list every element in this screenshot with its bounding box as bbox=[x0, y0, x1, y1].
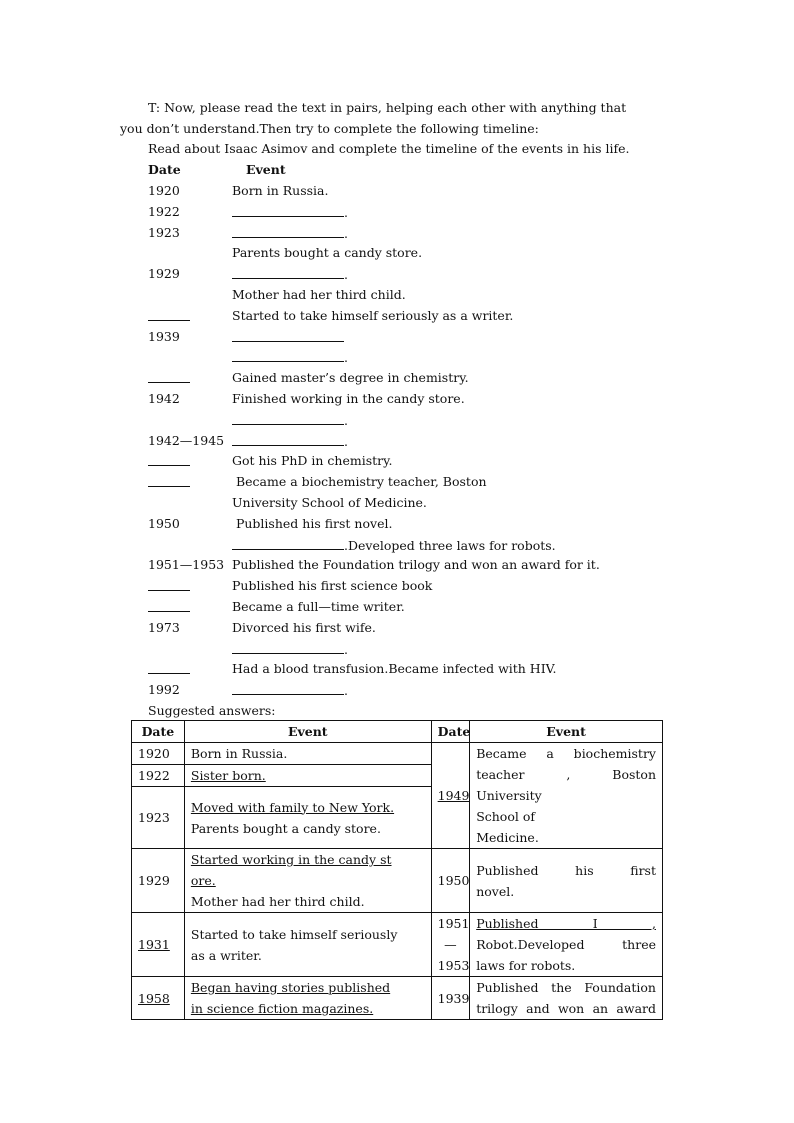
date-text: 1920 bbox=[138, 746, 170, 761]
cell-event bbox=[184, 977, 431, 1020]
date-blank bbox=[148, 453, 190, 466]
intro-line-2: you don’t understand.Then try to complete the following timeline: bbox=[120, 121, 539, 136]
event-blank bbox=[232, 641, 344, 654]
timeline-row bbox=[0, 204, 794, 222]
event-text: Became a biochemistry bbox=[476, 746, 656, 761]
timeline-date: 1950 bbox=[148, 516, 180, 531]
date-text: 1951 bbox=[437, 916, 470, 931]
event-text: Began having stories published bbox=[190, 980, 391, 995]
event-text: Robot.Developed three bbox=[476, 937, 656, 952]
timeline-event bbox=[232, 537, 556, 554]
header-event-left: Event bbox=[184, 721, 431, 743]
cell-date bbox=[431, 977, 470, 1020]
table-row bbox=[132, 913, 663, 977]
timeline-row bbox=[0, 183, 794, 201]
timeline-row bbox=[0, 620, 794, 638]
timeline-row bbox=[0, 266, 794, 284]
timeline-row bbox=[0, 370, 794, 388]
cell-event bbox=[184, 849, 431, 913]
event-text: Sister born. bbox=[190, 768, 266, 783]
timeline-row bbox=[0, 641, 794, 659]
date-blank bbox=[148, 661, 190, 674]
timeline-row bbox=[0, 495, 794, 513]
timeline-row bbox=[0, 537, 794, 555]
timeline-event bbox=[232, 329, 344, 346]
event-text: in science fiction magazines. bbox=[190, 1001, 374, 1016]
timeline-row bbox=[0, 557, 794, 575]
event-text: Parents bought a candy store. bbox=[190, 820, 381, 836]
event-suffix: . bbox=[344, 350, 348, 365]
timeline-row bbox=[0, 599, 794, 617]
date-blank bbox=[148, 578, 190, 591]
event-blank bbox=[232, 204, 344, 217]
event-suffix: . bbox=[344, 683, 348, 698]
timeline-event: Published his first science book bbox=[232, 578, 433, 593]
event-text: Medicine. bbox=[476, 830, 539, 845]
date-text: 1953 bbox=[437, 958, 470, 973]
timeline-date bbox=[148, 599, 190, 616]
timeline-row bbox=[0, 391, 794, 409]
timeline-row bbox=[0, 578, 794, 596]
timeline-row bbox=[0, 287, 794, 305]
cell-date bbox=[132, 787, 185, 849]
timeline-date bbox=[148, 453, 190, 470]
cell-event bbox=[470, 849, 663, 913]
table-row bbox=[132, 743, 663, 765]
intro-line-1: T: Now, please read the text in pairs, helping each other with anything that bbox=[148, 100, 627, 115]
cell-event bbox=[184, 787, 431, 849]
timeline-event-header: Event bbox=[246, 162, 286, 177]
cell-date bbox=[132, 977, 185, 1020]
timeline-date bbox=[148, 370, 190, 387]
event-text: trilogy and won an award bbox=[476, 1001, 656, 1016]
timeline-event: Started to take himself seriously as a writer. bbox=[232, 308, 514, 323]
event-blank bbox=[232, 537, 344, 550]
answers-table bbox=[131, 720, 663, 1020]
timeline-event bbox=[232, 225, 348, 242]
timeline-date-header: Date bbox=[148, 162, 181, 177]
timeline-date: 1973 bbox=[148, 620, 180, 635]
timeline-date bbox=[148, 474, 190, 491]
event-blank bbox=[232, 225, 344, 238]
cell-event bbox=[184, 765, 431, 787]
date-text: 1949 bbox=[437, 788, 470, 803]
timeline-event: Divorced his first wife. bbox=[232, 620, 376, 635]
event-text: University bbox=[476, 788, 542, 803]
event-text: teacher , Boston bbox=[476, 767, 656, 782]
date-text: 1950 bbox=[437, 873, 470, 888]
date-text: 1931 bbox=[138, 937, 170, 952]
cell-event bbox=[470, 913, 663, 977]
timeline-event bbox=[232, 266, 348, 283]
table-row bbox=[132, 977, 663, 1020]
cell-date bbox=[132, 765, 185, 787]
event-text: Started to take himself seriously bbox=[190, 926, 398, 942]
cell-date bbox=[132, 743, 185, 765]
timeline-row bbox=[0, 245, 794, 263]
timeline-event: Parents bought a candy store. bbox=[232, 245, 423, 260]
cell-event bbox=[470, 977, 663, 1020]
timeline-row bbox=[0, 661, 794, 679]
event-text: Published his first bbox=[476, 862, 656, 878]
date-text: 1923 bbox=[138, 810, 170, 825]
date-text: 1958 bbox=[138, 990, 170, 1006]
event-text: ore. bbox=[190, 873, 216, 888]
timeline-date: 1951—1953 bbox=[148, 557, 225, 572]
timeline-date: 1992 bbox=[148, 682, 180, 697]
timeline-event: Published the Foundation trilogy and won an award for it. bbox=[232, 557, 600, 572]
answers-table-header bbox=[132, 721, 663, 743]
event-blank bbox=[232, 329, 344, 342]
timeline-date bbox=[148, 661, 190, 678]
event-text: Born in Russia. bbox=[190, 746, 288, 761]
timeline-date: 1923 bbox=[148, 225, 180, 240]
timeline-event bbox=[232, 349, 348, 366]
timeline-event bbox=[232, 641, 348, 658]
timeline-date bbox=[148, 578, 190, 595]
timeline-row bbox=[0, 474, 794, 492]
cell-event bbox=[184, 743, 431, 765]
date-text: 1939 bbox=[437, 990, 470, 1006]
timeline-event bbox=[232, 204, 348, 221]
timeline-row bbox=[0, 682, 794, 700]
suggested-answers-label: Suggested answers: bbox=[148, 703, 276, 718]
cell-date bbox=[431, 743, 470, 849]
date-text: 1922 bbox=[138, 768, 170, 783]
timeline-row bbox=[0, 516, 794, 534]
timeline-row bbox=[0, 308, 794, 326]
event-suffix: . bbox=[344, 642, 348, 657]
event-suffix: . bbox=[344, 226, 348, 241]
event-suffix: . bbox=[344, 434, 348, 449]
event-text: School of bbox=[476, 809, 535, 824]
event-text: Published I , bbox=[476, 916, 656, 931]
event-blank bbox=[232, 682, 344, 695]
timeline-date bbox=[148, 308, 190, 325]
timeline-event: University School of Medicine. bbox=[232, 495, 427, 510]
cell-event bbox=[184, 913, 431, 977]
event-blank bbox=[232, 266, 344, 279]
timeline-event: Gained master’s degree in chemistry. bbox=[232, 370, 469, 385]
timeline-event: Born in Russia. bbox=[232, 183, 329, 198]
timeline-event: Had a blood transfusion.Became infected with HIV. bbox=[232, 661, 557, 676]
timeline-date: 1939 bbox=[148, 329, 180, 344]
cell-date bbox=[431, 849, 470, 913]
timeline-event: Published his first novel. bbox=[232, 516, 393, 531]
event-text: laws for robots. bbox=[476, 958, 576, 973]
event-text: Mother had her third child. bbox=[190, 894, 365, 909]
timeline-event: Became a biochemistry teacher, Boston bbox=[232, 474, 487, 489]
event-blank bbox=[232, 433, 344, 446]
timeline-event: Mother had her third child. bbox=[232, 287, 406, 302]
event-text: Started working in the candy st bbox=[190, 852, 392, 867]
event-text: novel. bbox=[476, 883, 515, 899]
date-blank bbox=[148, 474, 190, 487]
timeline-event: Got his PhD in chemistry. bbox=[232, 453, 393, 468]
event-blank bbox=[232, 412, 344, 425]
date-text: — bbox=[444, 937, 457, 952]
timeline-header bbox=[0, 162, 794, 180]
timeline-row bbox=[0, 453, 794, 471]
timeline-row bbox=[0, 329, 794, 347]
event-suffix: . bbox=[344, 205, 348, 220]
date-blank bbox=[148, 308, 190, 321]
timeline-row bbox=[0, 412, 794, 430]
timeline-row bbox=[0, 349, 794, 367]
timeline-row bbox=[0, 225, 794, 243]
event-text: Published the Foundation bbox=[476, 980, 656, 995]
timeline-event bbox=[232, 433, 348, 450]
timeline-event bbox=[232, 412, 348, 429]
cell-date bbox=[431, 913, 470, 977]
header-date-left: Date bbox=[132, 721, 185, 743]
header-event-right: Event bbox=[470, 721, 663, 743]
timeline-event: Became a full—time writer. bbox=[232, 599, 405, 614]
timeline-date: 1942 bbox=[148, 391, 180, 406]
event-suffix: . bbox=[344, 267, 348, 282]
intro-line-3: Read about Isaac Asimov and complete the timeline of the events in his life. bbox=[148, 141, 630, 156]
event-text: Moved with family to New York. bbox=[190, 799, 395, 815]
timeline-event: Finished working in the candy store. bbox=[232, 391, 465, 406]
event-suffix: .Developed three laws for robots. bbox=[344, 538, 556, 553]
date-blank bbox=[148, 370, 190, 383]
timeline-date: 1942—1945 bbox=[148, 433, 225, 448]
cell-event bbox=[470, 743, 663, 849]
table-row bbox=[132, 849, 663, 913]
date-blank bbox=[148, 599, 190, 612]
event-text: as a writer. bbox=[190, 947, 262, 963]
timeline-row bbox=[0, 433, 794, 451]
date-text: 1929 bbox=[138, 873, 170, 888]
timeline-date: 1920 bbox=[148, 183, 180, 198]
cell-date bbox=[132, 849, 185, 913]
timeline-date: 1922 bbox=[148, 204, 180, 219]
cell-date bbox=[132, 913, 185, 977]
timeline-event bbox=[232, 682, 348, 699]
header-date-right: Date bbox=[431, 721, 470, 743]
timeline-date: 1929 bbox=[148, 266, 180, 281]
event-blank bbox=[232, 349, 344, 362]
event-suffix: . bbox=[344, 413, 348, 428]
